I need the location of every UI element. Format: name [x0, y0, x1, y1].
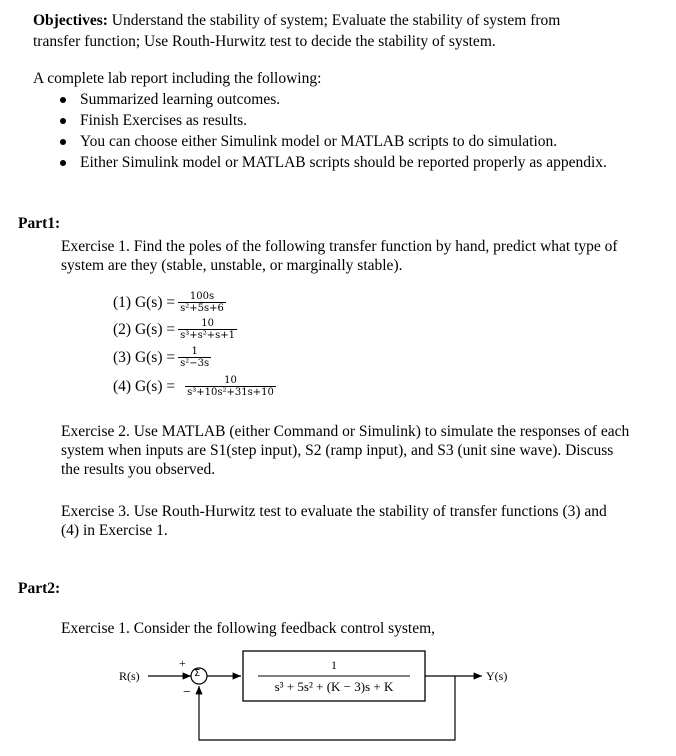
input-label: R(s)	[119, 669, 140, 683]
equation-numerator: 10	[224, 375, 237, 386]
equation-fraction	[178, 318, 237, 341]
part1-ex2-line3: the results you observed.	[61, 461, 216, 478]
equation-numerator: 100s	[189, 291, 215, 302]
equation-denominator: s³+10s²+31s+10	[187, 387, 274, 398]
equation-denominator: s²+5s+6	[180, 303, 224, 314]
equation-denominator: s³+s²+s+1	[180, 330, 236, 341]
report-intro: A complete lab report including the following:	[33, 70, 322, 87]
output-label: Y(s)	[486, 669, 508, 683]
equation-fraction	[178, 291, 226, 314]
part1-heading: Part1:	[18, 215, 61, 232]
equation-denominator: s²−3s	[180, 358, 210, 369]
part1-ex3-line1: Exercise 3. Use Routh-Hurwitz test to evaluate the stability of transfer functions (3) and	[61, 503, 607, 520]
minus-sign: −	[183, 685, 191, 700]
equation-fraction	[178, 346, 211, 369]
equation-label: (4) G(s) =	[113, 377, 176, 395]
part1-ex1-line1: Exercise 1. Find the poles of the following transfer function by hand, predict what type of	[61, 238, 618, 255]
list-item: Either Simulink model or MATLAB scripts should be reported properly as appendix.	[58, 152, 607, 173]
equation-3	[113, 346, 211, 369]
part1-ex2-line1: Exercise 2. Use MATLAB (either Command or Simulink) to simulate the responses of each	[61, 423, 630, 440]
objectives-heading: Objectives:	[33, 12, 108, 29]
objectives-text-line2: transfer function; Use Routh-Hurwitz test to decide the stability of system.	[33, 33, 496, 50]
objectives-paragraph	[33, 10, 653, 31]
equation-1	[113, 291, 226, 314]
list-item: You can choose either Simulink model or MATLAB scripts to do simulation.	[58, 131, 607, 152]
equation-label: (1) G(s) =	[113, 293, 176, 311]
sigma-symbol: Σ	[194, 668, 201, 679]
equation-2	[113, 318, 237, 341]
equation-numerator: 10	[201, 318, 214, 329]
feedback-block-diagram	[110, 645, 530, 755]
report-list	[58, 89, 607, 173]
part1-ex3-line2: (4) in Exercise 1.	[61, 522, 168, 539]
part2-heading: Part2:	[18, 580, 61, 597]
part1-ex2-line2: system when inputs are S1(step input), S2 (ramp input), and S3 (unit sine wave). Discuss	[61, 442, 614, 459]
list-item: Summarized learning outcomes.	[58, 89, 607, 110]
list-item: Finish Exercises as results.	[58, 110, 607, 131]
equation-label: (3) G(s) =	[113, 348, 176, 366]
equation-fraction	[185, 375, 276, 398]
equation-label: (2) G(s) =	[113, 320, 176, 338]
equation-numerator: 1	[191, 346, 198, 357]
tf-denominator: s³ + 5s² + (K − 3)s + K	[274, 679, 394, 694]
part1-ex1-line2: system are they (stable, unstable, or marginally stable).	[61, 257, 403, 274]
equation-4	[113, 375, 276, 398]
plus-sign: +	[179, 656, 186, 670]
tf-numerator: 1	[331, 658, 337, 672]
part2-ex1: Exercise 1. Consider the following feedback control system,	[61, 620, 436, 637]
objectives-text-line1: Understand the stability of system; Evaluate the stability of system from	[111, 12, 561, 29]
